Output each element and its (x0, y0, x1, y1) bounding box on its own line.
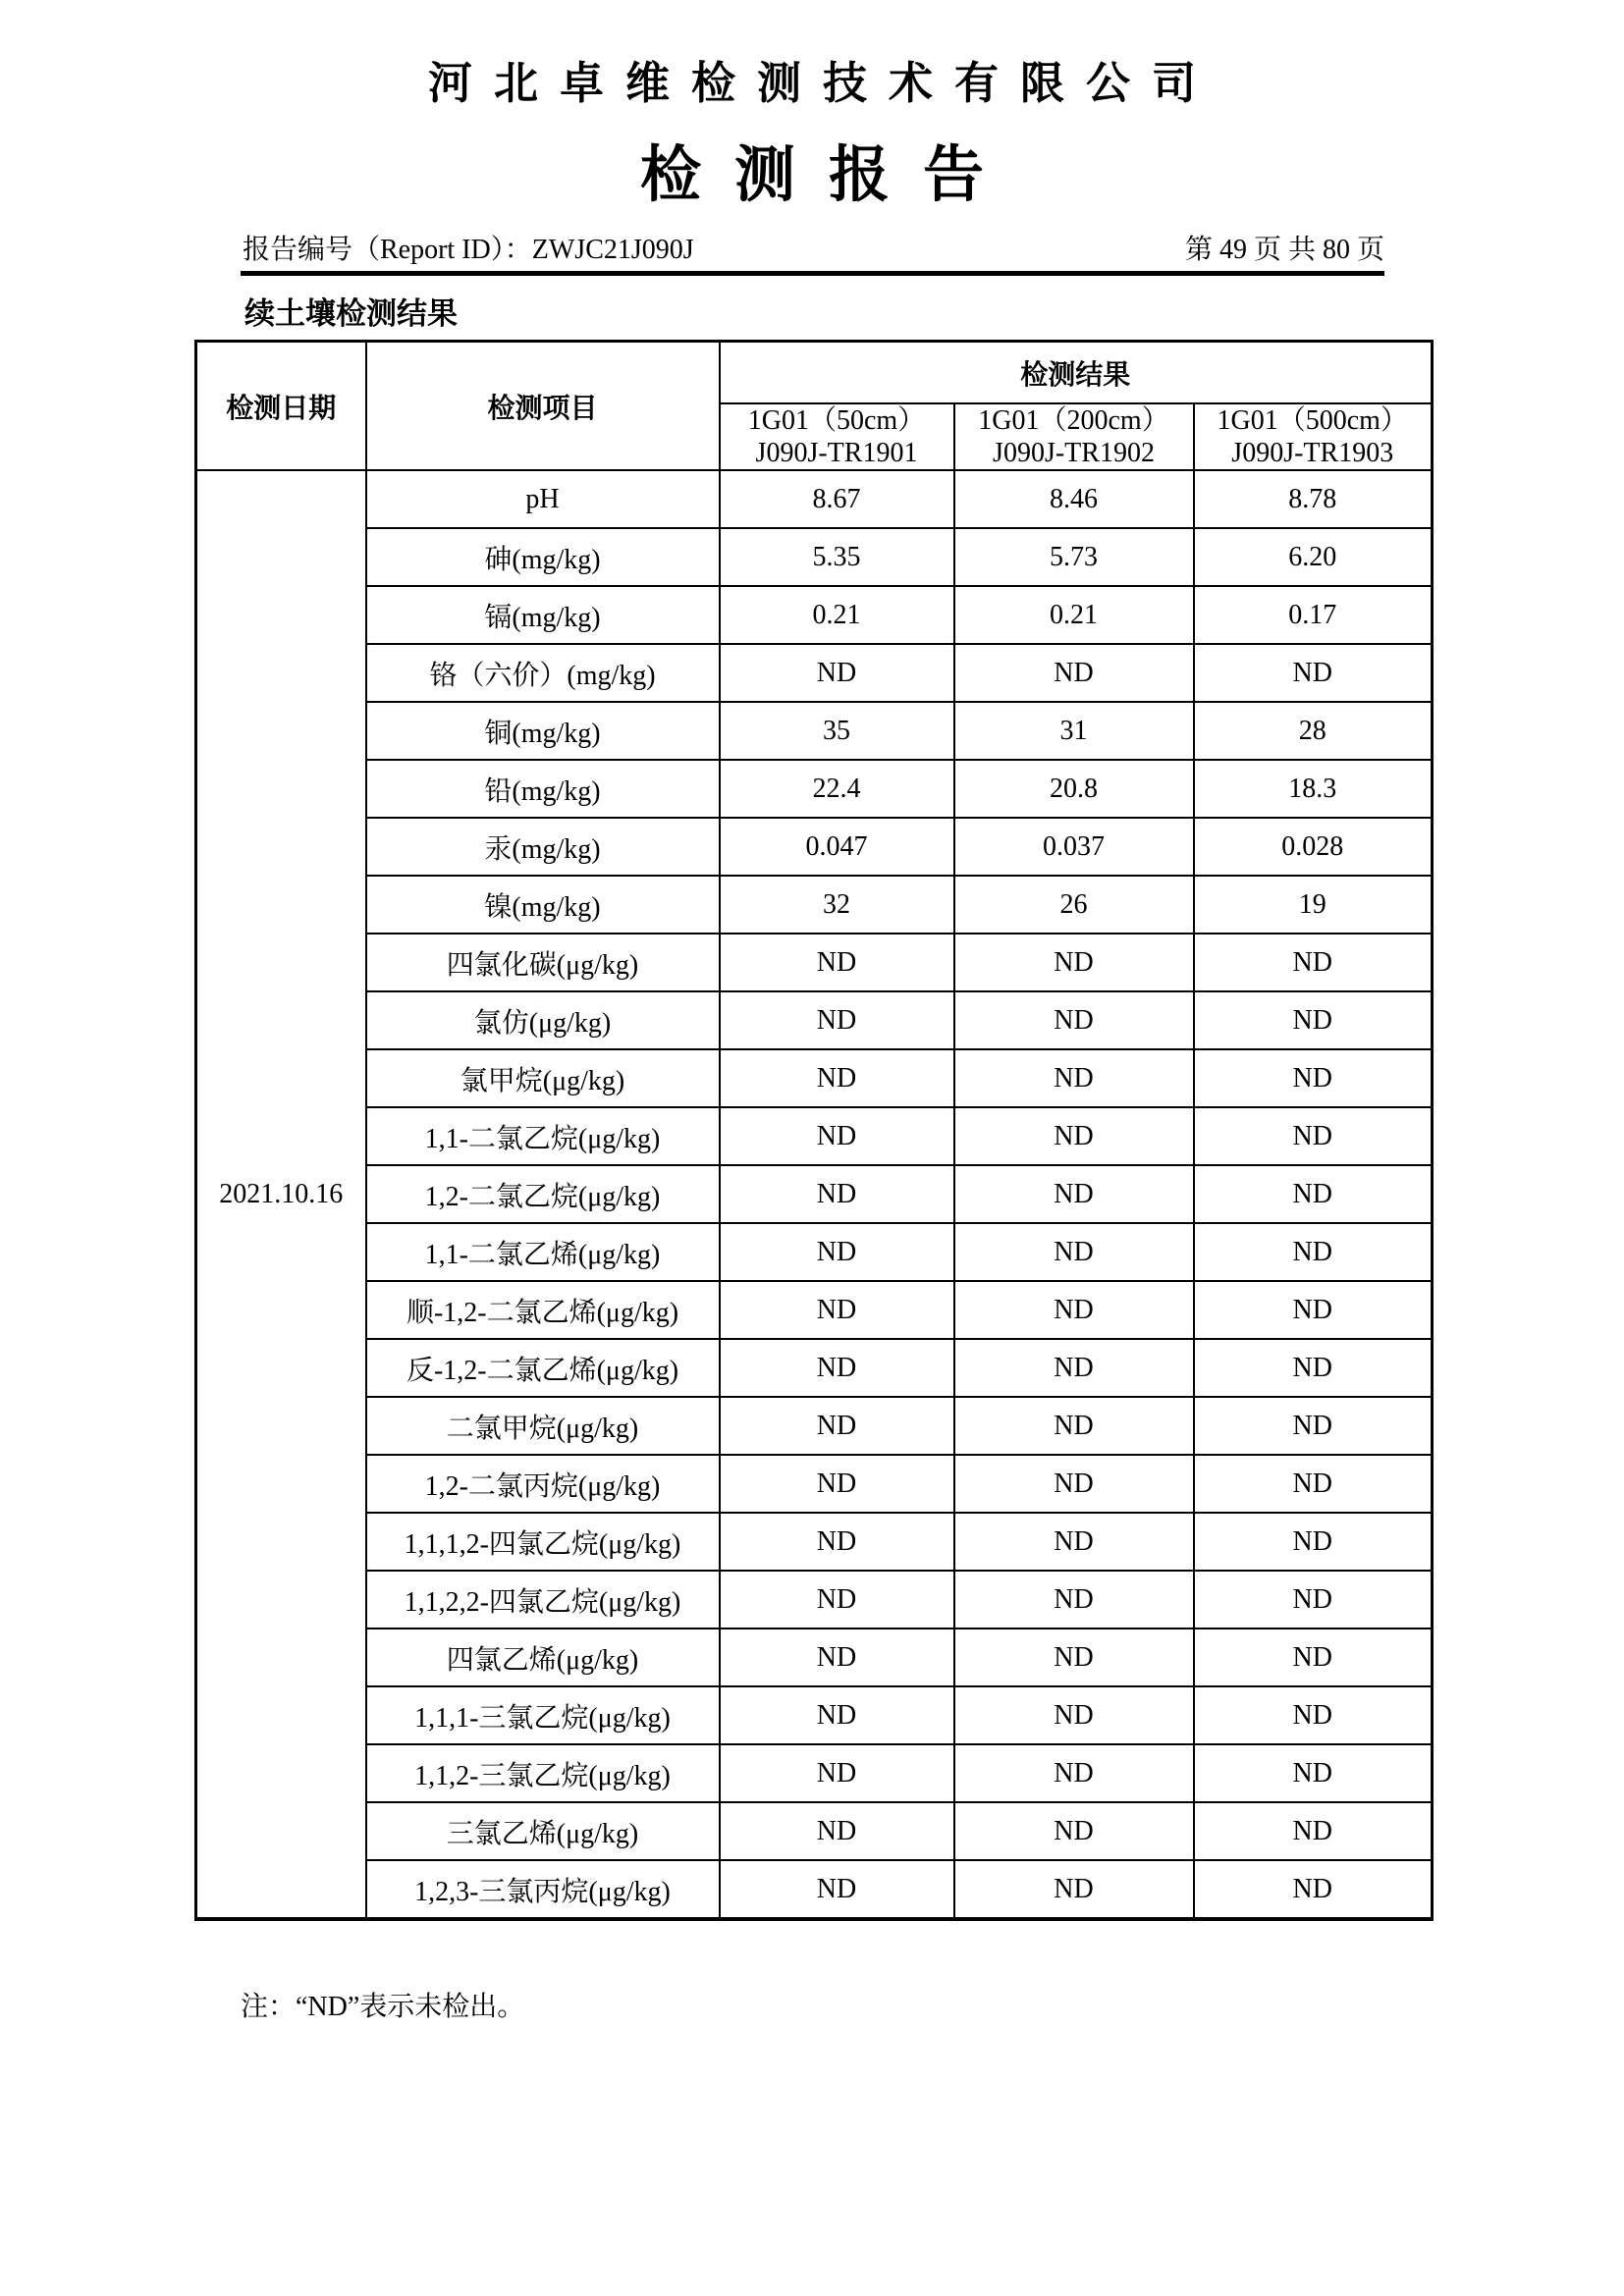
table-row (196, 1686, 1433, 1744)
result-value: 32 (720, 876, 954, 934)
result-value: ND (954, 1281, 1194, 1339)
result-value: ND (954, 1107, 1194, 1165)
result-value: ND (720, 1802, 954, 1860)
sample-code: J090J-TR1902 (993, 438, 1155, 468)
test-item: 1,2-二氯丙烷(μg/kg) (366, 1455, 720, 1513)
result-value: ND (1194, 1571, 1433, 1629)
result-value: ND (720, 1049, 954, 1107)
result-value: ND (1194, 1860, 1433, 1919)
test-item: 镍(mg/kg) (366, 876, 720, 934)
test-item: 铜(mg/kg) (366, 702, 720, 760)
result-value: ND (720, 1223, 954, 1281)
table-row (196, 1281, 1433, 1339)
result-value: ND (720, 1281, 954, 1339)
result-value: 6.20 (1194, 528, 1433, 586)
result-value: ND (1194, 1802, 1433, 1860)
result-value: ND (954, 1860, 1194, 1919)
result-value: 0.17 (1194, 586, 1433, 644)
result-value: ND (720, 1860, 954, 1919)
col-header-sample-3 (1194, 403, 1433, 470)
result-value: 8.78 (1194, 470, 1433, 528)
result-value: 31 (954, 702, 1194, 760)
test-item: 1,1,1,2-四氯乙烷(μg/kg) (366, 1513, 720, 1571)
table-row (196, 1165, 1433, 1223)
company-name: 河北卓维检测技术有限公司 (427, 59, 1218, 108)
result-value: ND (720, 1629, 954, 1686)
result-value: ND (720, 1339, 954, 1397)
result-value: ND (720, 1686, 954, 1744)
result-value: 0.21 (954, 586, 1194, 644)
result-value: ND (1194, 1339, 1433, 1397)
page-indicator: 第 49 页 共 80 页 (1184, 235, 1384, 265)
table-row (196, 991, 1433, 1049)
table-row (196, 1339, 1433, 1397)
result-value: ND (1194, 1744, 1433, 1802)
table-row (196, 644, 1433, 702)
result-value: 18.3 (1194, 760, 1433, 818)
test-item: 1,1,2,2-四氯乙烷(μg/kg) (366, 1571, 720, 1629)
table-row (196, 1397, 1433, 1455)
table-row (196, 1107, 1433, 1165)
result-value: ND (954, 991, 1194, 1049)
col-header-date: 检测日期 (196, 342, 366, 471)
result-value: ND (1194, 1629, 1433, 1686)
result-value: ND (720, 934, 954, 991)
result-value: 28 (1194, 702, 1433, 760)
result-value: ND (720, 1744, 954, 1802)
sample-id: 1G01（500cm） (1217, 405, 1408, 436)
result-value: ND (954, 1165, 1194, 1223)
result-value: 8.67 (720, 470, 954, 528)
section-title: 续土壤检测结果 (244, 296, 458, 331)
sample-id: 1G01（50cm） (747, 405, 926, 436)
col-header-results: 检测结果 (720, 342, 1433, 404)
test-item: 1,2-二氯乙烷(μg/kg) (366, 1165, 720, 1223)
result-value: 35 (720, 702, 954, 760)
report-id-value: ZWJC21J090J (531, 235, 694, 265)
table-row (196, 470, 1433, 528)
sample-code: J090J-TR1903 (1231, 438, 1394, 468)
report-meta (243, 228, 1384, 267)
result-value: ND (1194, 1049, 1433, 1107)
table-row (196, 760, 1433, 818)
result-value: ND (720, 1165, 954, 1223)
result-value: ND (1194, 1165, 1433, 1223)
table-row (196, 1860, 1433, 1919)
result-value: ND (1194, 1223, 1433, 1281)
test-item: 砷(mg/kg) (366, 528, 720, 586)
test-item: pH (366, 470, 720, 528)
result-value: 19 (1194, 876, 1433, 934)
result-value: ND (954, 1629, 1194, 1686)
result-value: ND (954, 1513, 1194, 1571)
result-value: ND (720, 1571, 954, 1629)
table-row (196, 934, 1433, 991)
test-item: 1,1,1-三氯乙烷(μg/kg) (366, 1686, 720, 1744)
test-item: 1,1-二氯乙烯(μg/kg) (366, 1223, 720, 1281)
result-value: ND (1194, 644, 1433, 702)
test-item: 铅(mg/kg) (366, 760, 720, 818)
result-value: ND (954, 1049, 1194, 1107)
table-row (196, 1223, 1433, 1281)
header-rule (241, 271, 1384, 276)
test-item: 镉(mg/kg) (366, 586, 720, 644)
table-row (196, 586, 1433, 644)
col-header-sample-1 (720, 403, 954, 470)
result-value: ND (720, 1513, 954, 1571)
result-value: 22.4 (720, 760, 954, 818)
result-value: ND (954, 1744, 1194, 1802)
result-value: ND (1194, 1107, 1433, 1165)
test-item: 三氯乙烯(μg/kg) (366, 1802, 720, 1860)
sample-code: J090J-TR1901 (755, 438, 918, 468)
result-value: 0.21 (720, 586, 954, 644)
test-date: 2021.10.16 (196, 470, 366, 1919)
test-item: 反-1,2-二氯乙烯(μg/kg) (366, 1339, 720, 1397)
result-value: ND (954, 1455, 1194, 1513)
result-value: 20.8 (954, 760, 1194, 818)
result-value: ND (720, 1455, 954, 1513)
result-value: ND (720, 1397, 954, 1455)
table-row (196, 702, 1433, 760)
test-item: 顺-1,2-二氯乙烯(μg/kg) (366, 1281, 720, 1339)
result-value: ND (1194, 1455, 1433, 1513)
result-value: ND (954, 1571, 1194, 1629)
table-row (196, 1513, 1433, 1571)
report-id-label: 报告编号（Report ID）： (243, 235, 532, 265)
result-value: ND (720, 1107, 954, 1165)
result-value: 0.028 (1194, 818, 1433, 876)
test-item: 氯甲烷(μg/kg) (366, 1049, 720, 1107)
test-item: 1,1,2-三氯乙烷(μg/kg) (366, 1744, 720, 1802)
results-table (194, 340, 1434, 1921)
test-item: 四氯化碳(μg/kg) (366, 934, 720, 991)
result-value: ND (1194, 1281, 1433, 1339)
report-title: 检测报告 (639, 142, 1017, 209)
report-id-line (243, 228, 694, 267)
test-item: 汞(mg/kg) (366, 818, 720, 876)
result-value: ND (954, 1686, 1194, 1744)
table-row (196, 1571, 1433, 1629)
result-value: ND (1194, 934, 1433, 991)
test-item: 氯仿(μg/kg) (366, 991, 720, 1049)
table-row (196, 1744, 1433, 1802)
result-value: ND (720, 991, 954, 1049)
table-row (196, 1629, 1433, 1686)
result-value: 8.46 (954, 470, 1194, 528)
table-row (196, 528, 1433, 586)
result-value: 0.037 (954, 818, 1194, 876)
result-value: ND (954, 644, 1194, 702)
result-value: 5.35 (720, 528, 954, 586)
test-item: 四氯乙烯(μg/kg) (366, 1629, 720, 1686)
sample-id: 1G01（200cm） (978, 405, 1169, 436)
result-value: ND (954, 1339, 1194, 1397)
test-item: 1,1-二氯乙烷(μg/kg) (366, 1107, 720, 1165)
footnote: 注：“ND”表示未检出。 (241, 1992, 525, 2022)
col-header-sample-2 (954, 403, 1194, 470)
result-value: ND (954, 1223, 1194, 1281)
test-item: 铬（六价）(mg/kg) (366, 644, 720, 702)
table-row (196, 876, 1433, 934)
table-row (196, 1802, 1433, 1860)
result-value: ND (1194, 1686, 1433, 1744)
result-value: ND (720, 644, 954, 702)
table-row (196, 818, 1433, 876)
test-item: 二氯甲烷(μg/kg) (366, 1397, 720, 1455)
result-value: ND (1194, 1397, 1433, 1455)
result-value: 5.73 (954, 528, 1194, 586)
table-row (196, 1049, 1433, 1107)
result-value: ND (954, 934, 1194, 991)
result-value: ND (954, 1802, 1194, 1860)
col-header-item: 检测项目 (366, 342, 720, 471)
result-value: 26 (954, 876, 1194, 934)
result-value: ND (1194, 1513, 1433, 1571)
result-value: ND (954, 1397, 1194, 1455)
test-item: 1,2,3-三氯丙烷(μg/kg) (366, 1860, 720, 1919)
result-value: ND (1194, 991, 1433, 1049)
result-value: 0.047 (720, 818, 954, 876)
table-row (196, 1455, 1433, 1513)
table-header-row-1 (196, 342, 1433, 404)
